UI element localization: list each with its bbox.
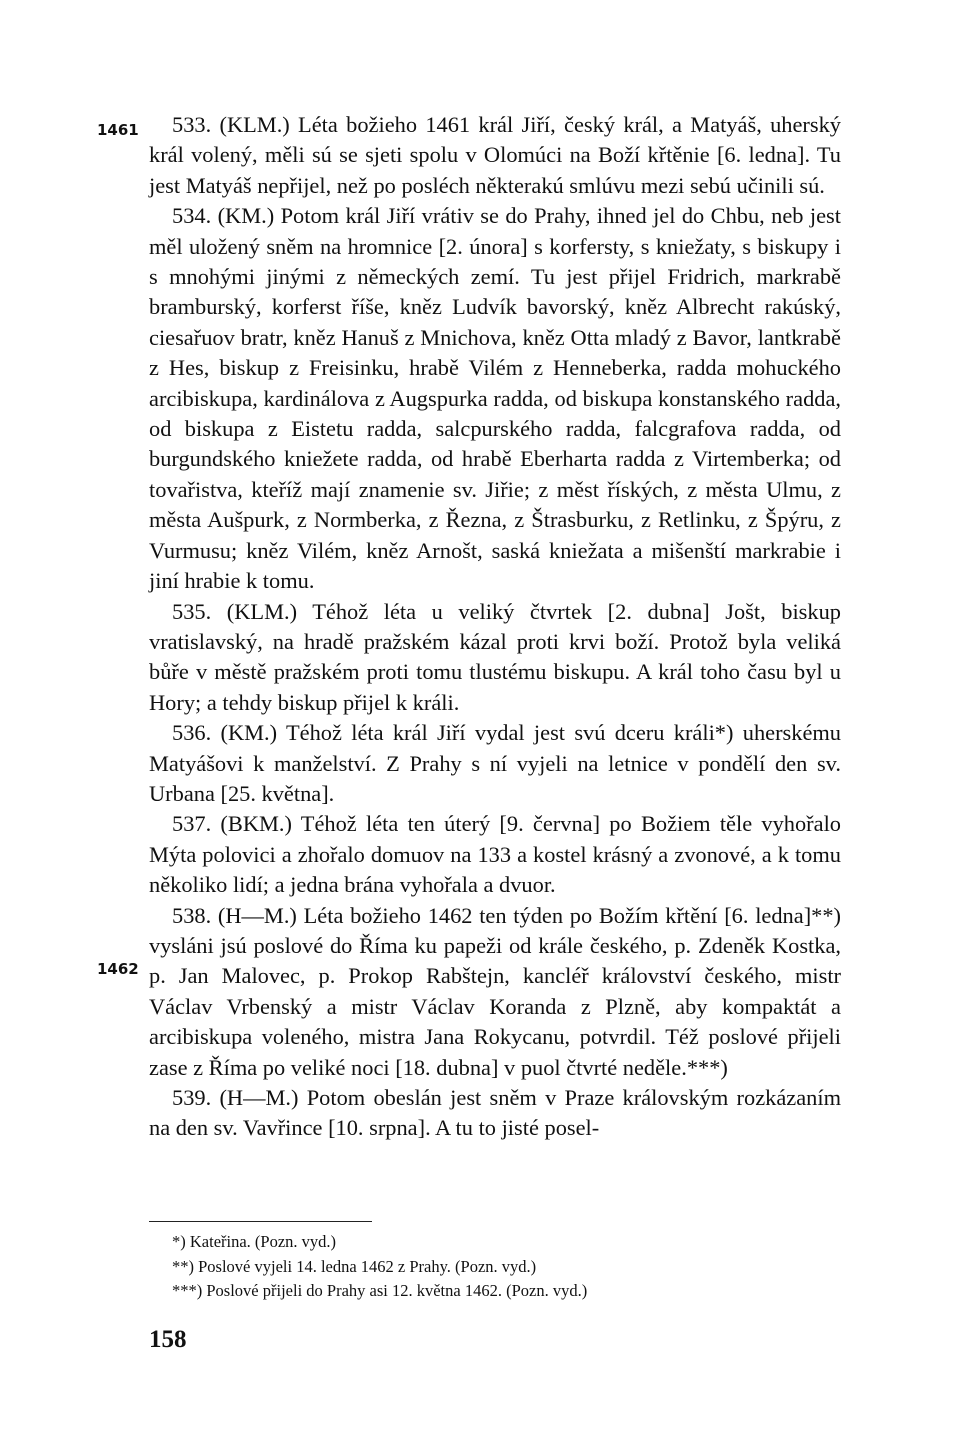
- footnote-3: ***) Poslové přijeli do Prahy asi 12. května 1462. (Pozn. vyd.): [172, 1281, 588, 1300]
- paragraph-534: 534. (KM.) Potom král Jiří vrátiv se do Prahy, ihned jel do Chbu, neb jest měl uložený sněm na hromnice [2. února] s korfersty, s kniežaty, s biskupy i s mnohými jinými z německých zemí. Tu jest přijel Fridrich, markrabě bramburský, korferst říše, kněz Ludvík bavorský, kněz Albrecht rakúský, ciesařuov bratr, kněz Hanuš z Mnichova, kněz Otta mladý z Bavor, lantkrabě z Hes, biskup z Freisinku, hrabě Vilém z Henneberka, radda mohuckého arcibiskupa, kardinálova z Augspurka radda, od biskupa konstanského radda, od biskupa z Eistetu radda, salcpurského radda, falcgrafova radda, od burgundského kniežete radda, od hrabě Eberharta radda z Virtemberka; od tovařistva, kteříž mají znamenie sv. Jiřie; z měst říských, z města Ulmu, z města Aušpurk, z Normberka, z Řezna, z Štrasburku, z Retlinku, z Špýru, z Vurmusu; kněz Vilém, kněz Arnošt, saská kniežata a mišenští markrabie i jiní hrabie k tomu.: [149, 203, 841, 594]
- footnotes: [172, 1230, 832, 1304]
- paragraph-538: 538. (H—M.) Léta božieho 1462 ten týden po Božím křtění [6. ledna]**) vysláni jsú poslové do Říma ku papeži od krále českého, p. Zdeněk Kostka, p. Jan Malovec, p. Prokop Rabštejn, kancléř království českého, mistr Václav Vrbenský a mistr Václav Koranda z Plzně, aby kompaktát a arcibiskupa voleného, mistra Jana Rokycanu, potvrdil. Též poslové přijeli zase z Říma po veliké noci [18. dubna] v puol čtvrté neděle.***): [149, 902, 841, 1080]
- paragraph-536: 536. (KM.) Téhož léta král Jiří vydal jest svú dceru králi*) uherskému Matyášovi k manželství. Z Prahy s ní vyjeli na letnice v pondělí den sv. Urbana [25. května].: [149, 720, 841, 806]
- paragraph-533: 533. (KLM.) Léta božieho 1461 král Jiří, český král, a Matyáš, uherský král volený, měli sú se sjeti spolu v Olomúci na Boží křtěnie [6. ledna]. Tu jest Matyáš nepřijel, než po posléch některakú smlúvu mezi sebú učinili sú.: [149, 112, 841, 198]
- page-number: 158: [149, 1326, 187, 1353]
- footnote-2: **) Poslové vyjeli 14. ledna 1462 z Prahy. (Pozn. vyd.): [172, 1256, 537, 1276]
- footnote-divider: [149, 1221, 372, 1222]
- paragraph-539: 539. (H—M.) Potom obeslán jest sněm v Praze královským rozkázaním na den sv. Vavřince [10. srpna]. A tu to jisté posel-: [149, 1085, 841, 1141]
- main-text: [149, 110, 841, 1144]
- margin-year-1462: 1462: [97, 960, 139, 978]
- paragraph-537: 537. (BKM.) Téhož léta ten úterý [9. června] po Božiem těle vyhořalo Mýta polovici a zhořalo domuov na 133 a kostel krásný a zvonové, a k tomu několiko lidí; a jedna brána vyhořala a dvuor.: [149, 811, 841, 898]
- footnote-1: *) Kateřina. (Pozn. vyd.): [172, 1232, 337, 1251]
- margin-year-1461: 1461: [97, 121, 139, 139]
- paragraph-535: 535. (KLM.) Téhož léta u veliký čtvrtek [2. dubna] Jošt, biskup vratislavský, na hradě pražském kázal proti krvi boží. Protož byla veliká bůře v městě pražském proti tomu tlustému biskupu. A král toho času byl u Hory; a tehdy biskup přijel k králi.: [149, 598, 841, 715]
